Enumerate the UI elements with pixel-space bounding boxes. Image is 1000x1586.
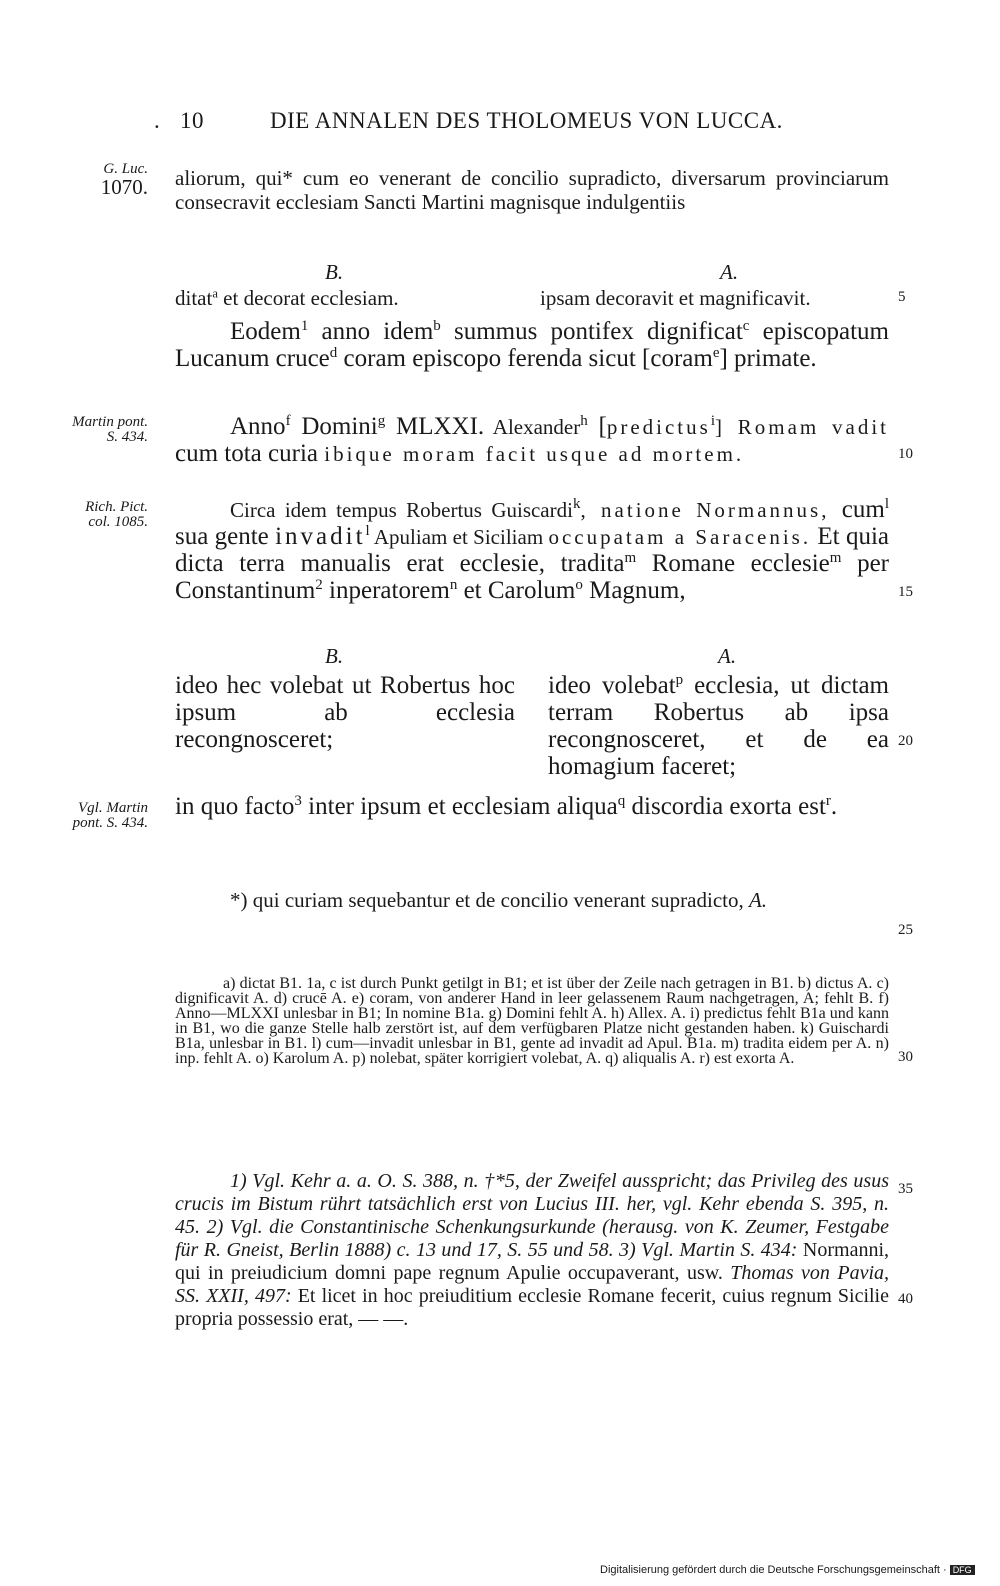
footnote-ref: l: [365, 523, 370, 539]
numbered-footnotes: [175, 1170, 889, 1331]
footnote-ref: 3: [294, 793, 302, 809]
footnote-ref: n: [449, 577, 458, 593]
text-run: cum tota curia: [175, 440, 325, 467]
text-run: inperatorem: [322, 577, 450, 604]
footnote-ref: 1: [300, 318, 309, 334]
version-a-column: [548, 672, 889, 780]
footnote-ref: f: [285, 413, 291, 429]
margin-line: pont. S. 434.: [72, 815, 148, 831]
footnote-ref: m: [829, 550, 842, 566]
margin-year: 1070.: [100, 175, 148, 199]
credit-text: Digitalisierung gefördert durch die Deutsche Forschungsgemeinschaft ·: [600, 1564, 947, 1576]
footnote-ref: 2: [315, 577, 323, 593]
margin-line: Vgl. Martin: [78, 800, 148, 816]
text-run: Alexander: [484, 415, 581, 439]
text-run: occupatam a Saracenis.: [548, 525, 812, 549]
text-run: episcopatum Lucanum cruce: [175, 318, 890, 372]
footnote-ref: q: [617, 793, 626, 809]
text-run: ideo hec volebat ut Robertus hoc ipsum ab ecclesia recongnosceret;: [175, 672, 515, 753]
version-label-a: A.: [720, 260, 739, 284]
text-run: in quo facto: [175, 793, 295, 820]
running-title: DIE ANNALEN DES THOLOMEUS VON LUCCA.: [270, 108, 783, 133]
line-number: 30: [898, 1049, 913, 1065]
text-run: predictus: [606, 415, 711, 439]
text-run: coram episcopo ferenda sicut [coram: [337, 345, 713, 372]
footnote-ref: p: [675, 672, 684, 688]
margin-line: Martin pont.: [72, 414, 148, 430]
text-run: Apuliam et Siciliam: [369, 525, 549, 549]
text-run: Magnum,: [582, 577, 686, 604]
paragraph-intro: [175, 166, 889, 214]
footnote-2: 2) Vgl. die Constantinische Schenkungsurkunde (herausg. von K. Zeumer, Festgabe für R. Gneist, Berlin 1888) c. 13 und 17, S. 55 und 58.: [175, 1216, 889, 1261]
header-dot: .: [154, 108, 161, 133]
footnote-3-ref: 3) Vgl. Martin S. 434:: [619, 1239, 798, 1261]
text-run: discordia exorta est: [625, 793, 826, 820]
text-run: ecclesia, ut dictam terram Robertus ab ipsa recongnosceret, et de ea homagium faceret;: [548, 672, 889, 780]
text-run: A.: [748, 888, 768, 912]
version-b-column: [175, 672, 515, 753]
version-label-b: B.: [325, 260, 344, 284]
footnote-ref: b: [433, 318, 441, 334]
text-run: invadit: [275, 523, 366, 550]
page-number: 10: [180, 108, 204, 133]
text-run: , natione Normannus,: [580, 498, 842, 522]
star-note: [175, 888, 889, 912]
dfg-logo: DFG: [950, 1565, 975, 1575]
version-label-a: A.: [718, 644, 737, 668]
footnote-ref: o: [575, 577, 583, 593]
margin-note-g-luc: [56, 162, 148, 197]
text-run: .: [830, 793, 838, 820]
text-run: ipsam decoravit et magnificavit.: [540, 286, 811, 310]
text-run: Domini: [290, 413, 378, 440]
version-b-text: [175, 286, 399, 310]
margin-line: col. 1085.: [88, 514, 148, 530]
critical-apparatus: [175, 976, 889, 1066]
line-number: 20: [898, 733, 913, 749]
digitization-credit: [600, 1564, 975, 1576]
paragraph-anno: [175, 413, 889, 467]
text-run: Eodem: [230, 318, 301, 345]
margin-source: G. Luc.: [103, 161, 148, 177]
margin-note-martin: [56, 415, 148, 445]
footnote-ref: d: [329, 345, 338, 361]
footnote-ref: i: [710, 413, 715, 429]
footnote-ref: r: [825, 793, 831, 809]
footnote-3-ref2: Thomas von Pavia, SS. XXII, 497:: [175, 1262, 889, 1307]
line-number: 40: [898, 1291, 913, 1307]
apparatus-text: a) dictat B1. 1a, c ist durch Punkt getilgt in B1; et ist über der Zeile nach getragen in B1. b) dictus A. c) dignificavit A. d) crucē A. e) coram, von anderer Hand in leer gelassenem Raum nachgetragen, A; fehlt B. f) Anno—MLXXI unlesbar in B1; In nomine B1a. g) Domini fehlt A. h) Allex. A. i) predictus fehlt B1a und kann in B1, wo die ganze Stelle halb zerstört ist, auf dem verfügbaren Platze nicht gestanden haben. k) Guischardi B1a, unlesbar in B1. l) cum—invadit unlesbar in B1, gente ad invadit ad Apul. B1a. m) tradita eidem per A. n) inp. fehlt A. o) Karolum A. p) nolebat, später korrigiert volebat, A. q) aliqualis A. r) est exorta A.: [175, 975, 889, 1067]
text-run: Circa idem tempus Robertus Guiscardi: [230, 498, 573, 522]
text-run: [: [587, 413, 607, 440]
text-run: sua gente: [175, 523, 276, 550]
footnote-ref: c: [742, 318, 750, 334]
margin-line: S. 434.: [106, 429, 148, 445]
text-run: Anno: [230, 413, 286, 440]
text-run: per Constantinum: [175, 550, 889, 604]
margin-note-vgl-martin: [56, 801, 148, 831]
line-number: 35: [898, 1181, 913, 1197]
paragraph-text: aliorum, qui* cum eo venerant de concilio supradicto, diversarum provinciarum consecravit ecclesiam Sancti Martini magnisque indulgentiis: [175, 166, 889, 214]
footnote-ref: g: [377, 413, 386, 429]
footnote-ref: e: [712, 345, 720, 361]
line-number: 15: [898, 584, 913, 600]
footnote-ref: m: [624, 550, 637, 566]
footnote-ref: l: [884, 496, 890, 512]
footnote-ref: k: [572, 496, 581, 512]
paragraph-circa: [175, 496, 889, 604]
footnote-ref: a: [212, 286, 218, 301]
paragraph-eodem: [175, 318, 889, 372]
text-run: ibique moram facit usque ad mortem.: [324, 442, 745, 466]
text-run: ideo volebat: [548, 672, 676, 699]
text-run: cum: [841, 496, 885, 523]
text-run: Et quia dicta terra manualis erat ecclesie, tradita: [175, 523, 889, 577]
text-run: *) qui curiam sequebantur et de concilio venerant supradicto,: [230, 888, 749, 912]
text-run: Romane ecclesie: [636, 550, 830, 577]
footnote-3-quote2: Et licet in hoc preiuditium ecclesie Romane fecerit, cuius regnum Sicilie propria possessio erat, — —.: [175, 1285, 889, 1330]
line-number: 5: [898, 289, 906, 305]
text-run: et Carolum: [457, 577, 576, 604]
version-label-b: B.: [325, 644, 344, 668]
margin-line: Rich. Pict.: [85, 499, 148, 515]
margin-note-rich-pict: [56, 500, 148, 530]
text-run: summus pontifex dignificat: [440, 318, 743, 345]
footnote-1: 1) Vgl. Kehr a. a. O. S. 388, n. †*5, der Zweifel ausspricht; das Privileg des usus crucis im Bistum rührt tatsächlich erst von Lucius III. her, vgl. Kehr ebenda S. 395, n. 45.: [175, 1170, 889, 1238]
text-run: ] Romam vadit: [714, 415, 889, 439]
text-run: et decorat ecclesiam.: [217, 286, 399, 310]
footnote-3-quote: Normanni, qui in preiudicium domni pape regnum Apulie occupaverant, usw.: [175, 1239, 890, 1284]
text-run: ] primate.: [719, 345, 817, 372]
line-number: 10: [898, 446, 913, 462]
footnote-ref: h: [580, 413, 588, 429]
text-run: MLXXI.: [385, 413, 485, 440]
text-run: inter ipsum et ecclesiam aliqua: [301, 793, 618, 820]
paragraph-in-quo: [175, 793, 889, 820]
text-run: ditat: [175, 286, 213, 310]
line-number: 25: [898, 922, 913, 938]
text-run: anno idem: [308, 318, 434, 345]
version-a-text: [540, 286, 811, 310]
